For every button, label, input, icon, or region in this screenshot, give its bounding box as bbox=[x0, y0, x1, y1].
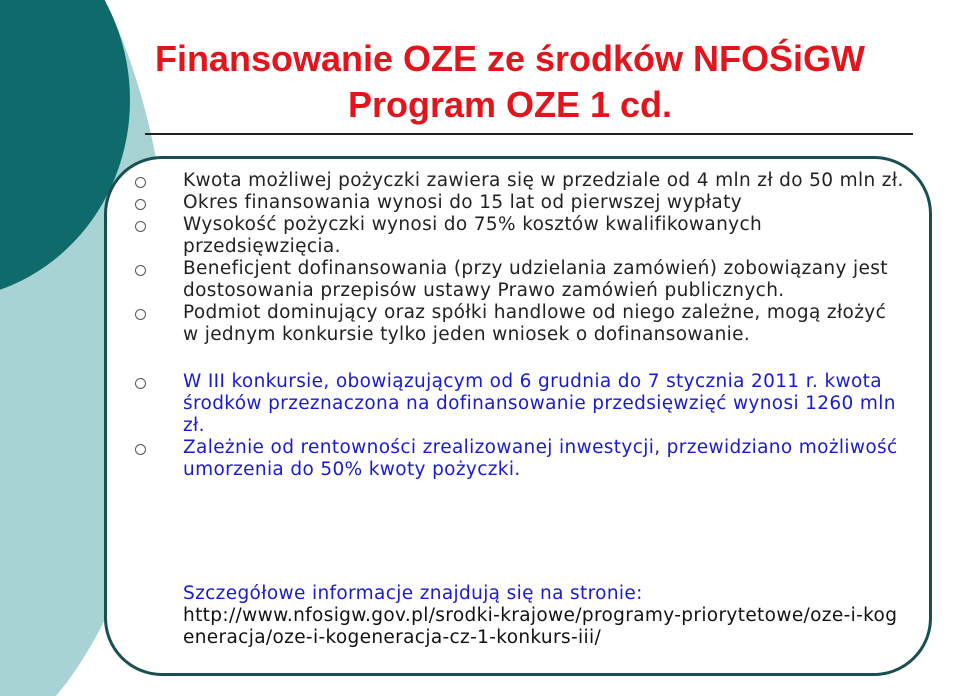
bullet-circle-icon bbox=[135, 199, 146, 210]
bullet-text: Podmiot dominujący oraz spółki handlowe od niego zależne, mogą złożyć w jednym konkursie tylko jeden wniosek o dofinansowanie. bbox=[183, 302, 887, 345]
more-info-url[interactable]: http://www.nfosigw.gov.pl/srodki-krajowe/programy-priorytetowe/oze-i-kogeneracja/oze-i-kogeneracja-cz-1-konkurs-iii/ bbox=[183, 605, 898, 648]
bullet-circle-icon bbox=[135, 221, 146, 232]
bullet-text: Zależnie od rentowności zrealizowanej inwestycji, przewidziano możliwość umorzenia do 50% kwoty pożyczki. bbox=[183, 437, 898, 480]
bullet-text: Kwota możliwej pożyczki zawiera się w przedziale od 4 mln zł do 50 mln zł. bbox=[183, 170, 904, 191]
bullet-circle-icon bbox=[135, 309, 146, 320]
more-info bbox=[183, 583, 903, 649]
list-item bbox=[135, 170, 905, 192]
bullet-text: Beneficjent dofinansowania (przy udzielania zamówień) zobowiązany jest dostosowania przepisów ustawy Prawo zamówień publicznych. bbox=[183, 258, 888, 301]
slide-title bbox=[110, 36, 910, 128]
title-line-2: Program OZE 1 cd. bbox=[347, 84, 673, 125]
bullet-circle-icon bbox=[135, 378, 146, 389]
list-item bbox=[135, 437, 905, 481]
title-line-1: Finansowanie OZE ze środków NFOŚiGW bbox=[154, 38, 866, 79]
title-divider bbox=[145, 133, 913, 135]
bullet-circle-icon bbox=[135, 444, 146, 455]
bullet-list bbox=[135, 170, 905, 481]
list-item bbox=[135, 371, 905, 437]
list-item bbox=[135, 192, 905, 214]
list-item bbox=[135, 214, 905, 258]
bullet-circle-icon bbox=[135, 265, 146, 276]
bullet-text: Wysokość pożyczki wynosi do 75% kosztów kwalifikowanych przedsięwzięcia. bbox=[183, 214, 763, 257]
list-item bbox=[135, 258, 905, 302]
list-item bbox=[135, 302, 905, 346]
bullet-text: Okres finansowania wynosi do 15 lat od pierwszej wypłaty bbox=[183, 192, 742, 213]
more-info-label: Szczegółowe informacje znajdują się na stronie: bbox=[183, 583, 643, 604]
bullet-text: W III konkursie, obowiązującym od 6 grudnia do 7 stycznia 2011 r. kwota środków przeznaczona na dofinansowanie przedsięwzięć wynosi 1260 mln zł. bbox=[183, 371, 896, 436]
bullet-circle-icon bbox=[135, 177, 146, 188]
